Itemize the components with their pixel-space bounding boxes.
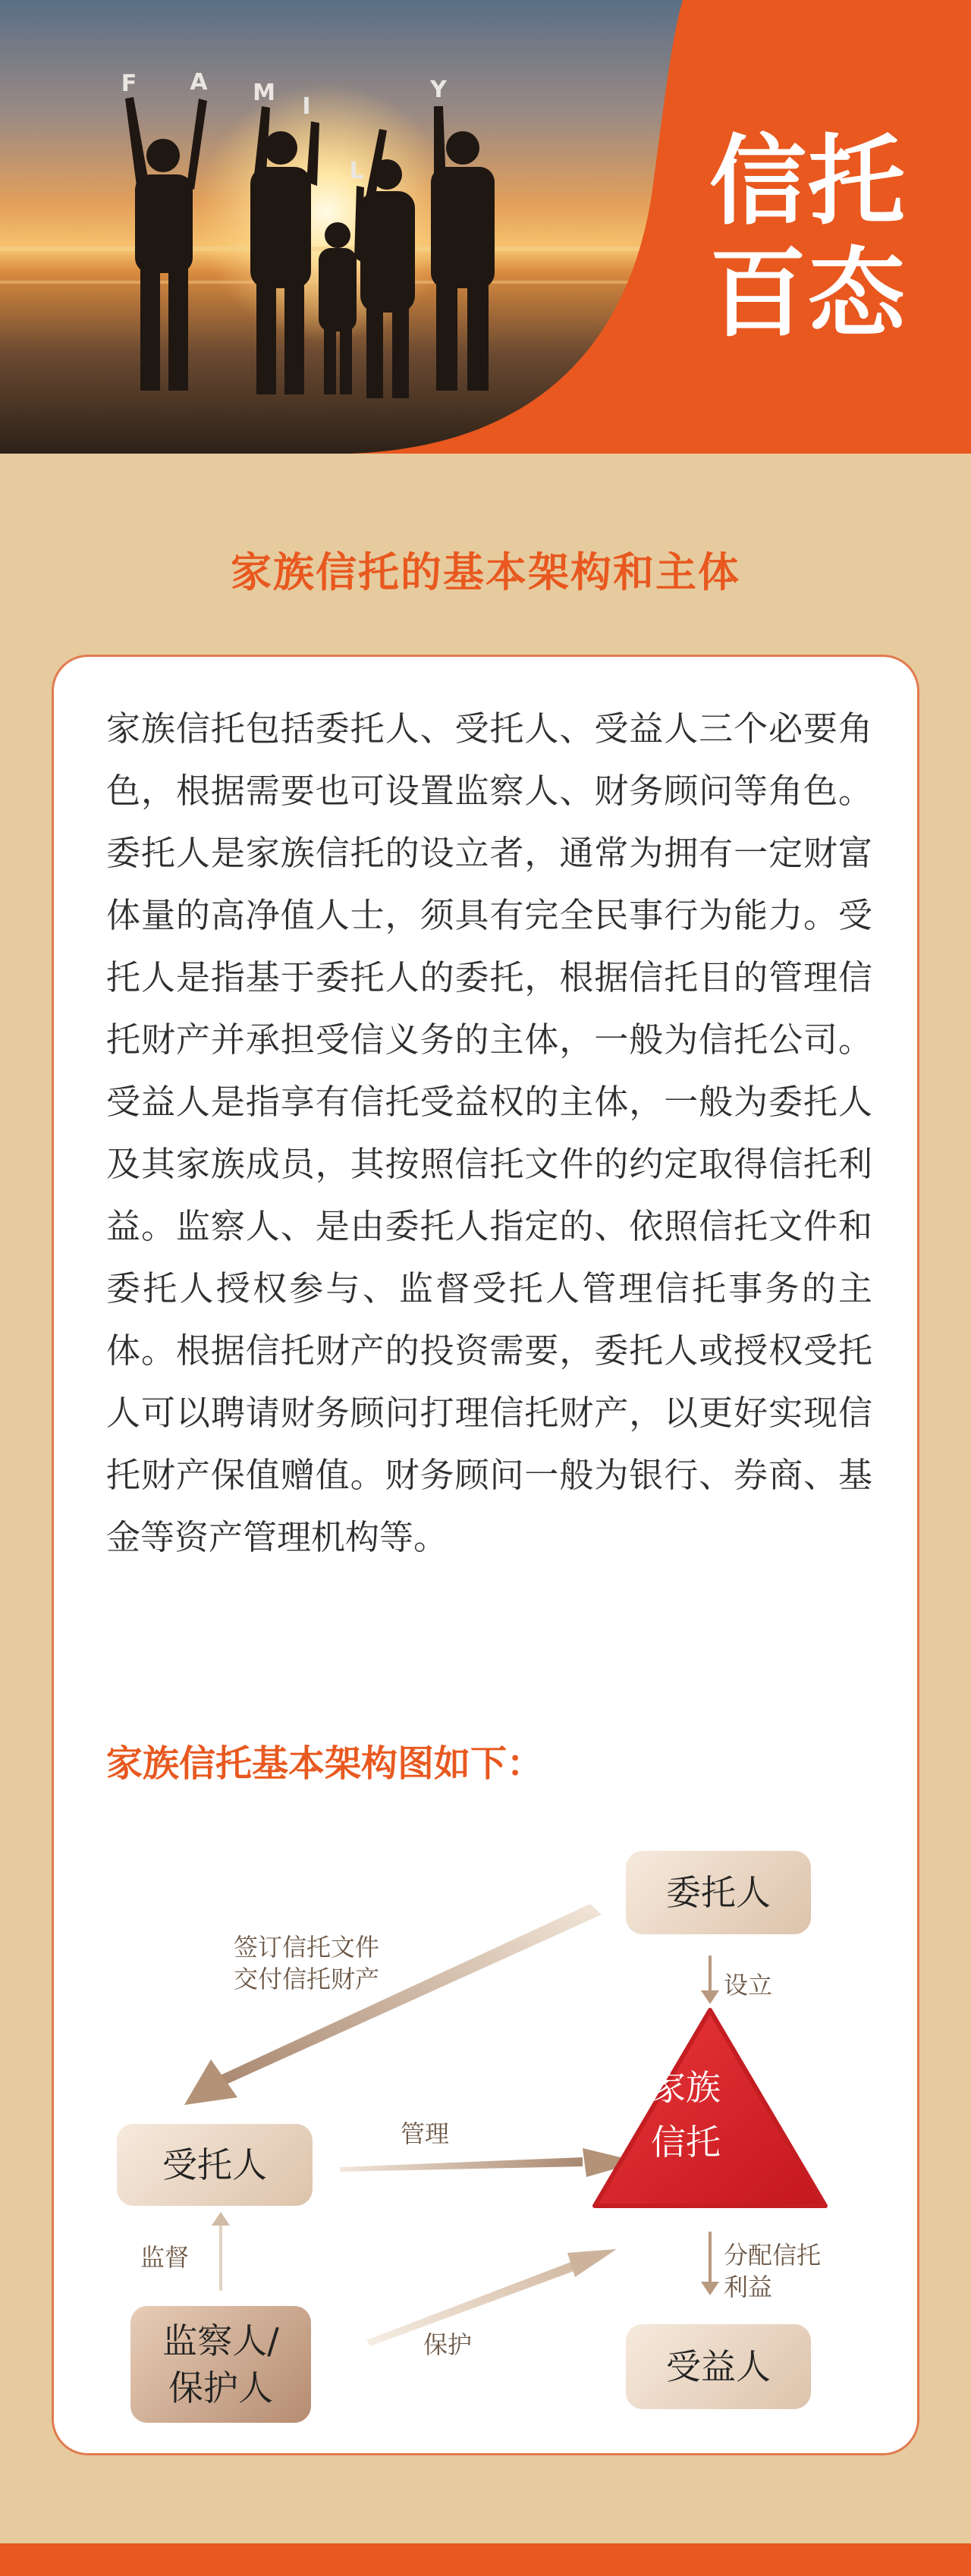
- beneficiary-box: [626, 2324, 811, 2409]
- trust-structure-diagram: [52, 1820, 919, 2450]
- photo-letter-a: A: [190, 69, 208, 96]
- photo-letter-f: F: [121, 71, 137, 97]
- body-paragraph: 家族信托包括委托人、受托人、受益人三个必要角色，根据需要也可设置监察人、财务顾问等角色。委托人是家族信托的设立者，通常为拥有一定财富体量的高净值人士，须具有完全民事行为能力。受托人是指基于委托人的委托，根据信托目的管理信托财产并承担受信义务的主体，一般为信托公司。受益人是指享有信托受益权的主体，一般为委托人及其家族成员，其按照信托文件的约定取得信托利益。监察人、是由委托人指定的、依照信托文件和委托人授权参与、监督受托人管理信托事务的主体。根据信托财产的投资需要，委托人或授权受托人可以聘请财务顾问打理信托财产，以更好实现信托财产保值赠值。财务顾问一般为银行、券商、基金等资产管理机构等。: [106, 708, 872, 1557]
- photo-letter-i: I: [302, 93, 311, 120]
- sign-deliver-label: 签订信托文件 交付信托财产: [234, 1933, 380, 1993]
- establish-label: 设立: [724, 1971, 773, 2000]
- arrow-settlor-to-trust: [701, 1956, 719, 2004]
- family-trust-label: 家族 信托: [651, 2067, 721, 2163]
- protector-box: [130, 2306, 311, 2423]
- banner-title-line-2: 百态: [709, 237, 907, 350]
- settlor-box: [626, 1851, 811, 1934]
- section-heading: 家族信托的基本架构和主体: [231, 548, 740, 596]
- protector-label: 监察人/ 保护人: [162, 2320, 279, 2408]
- supervise-label: 监督: [140, 2243, 190, 2272]
- hero-banner: [0, 0, 971, 454]
- banner-title-line-1: 信托: [709, 124, 907, 238]
- arrow-trust-to-beneficiary: [701, 2232, 719, 2295]
- manage-label: 管理: [401, 2119, 450, 2148]
- distribute-label: 分配信托 利益: [724, 2241, 822, 2301]
- arrow-protector-to-trust: [366, 2249, 617, 2346]
- beneficiary-label: 受益人: [666, 2346, 771, 2387]
- protect-label: 保护: [423, 2330, 473, 2359]
- diagram-heading: 家族信托基本架构图如下：: [106, 1742, 544, 1785]
- trustee-label: 受托人: [162, 2144, 267, 2185]
- arrow-trustee-to-trust: [340, 2148, 639, 2177]
- arrow-protector-to-trustee: [212, 2212, 230, 2291]
- photo-letter-l: L: [349, 158, 364, 184]
- bottom-bar: [0, 2543, 971, 2576]
- settlor-label: 委托人: [666, 1872, 771, 1913]
- trustee-box: [117, 2124, 313, 2206]
- photo-letter-m: M: [253, 80, 275, 106]
- photo-letter-y: Y: [430, 77, 447, 103]
- banner-title: [709, 125, 937, 350]
